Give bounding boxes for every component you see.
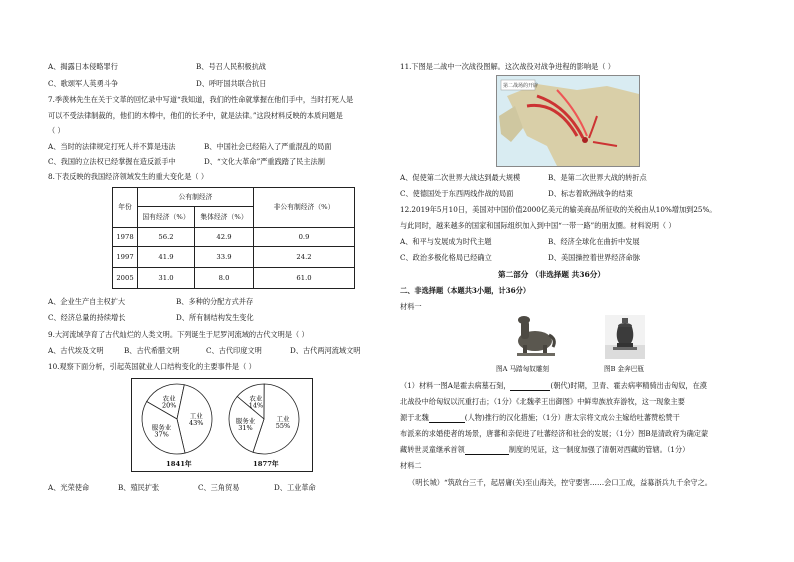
table-header-year: 年份 (113, 188, 138, 228)
table-header-state: 国有经济（%） (138, 207, 195, 228)
q-body-line2: 北战役中给匈奴以沉重打击；（1分）《北魏孝王出御图》中鲜卑族放弃游牧，这一现象主要 (400, 397, 685, 406)
table-row (113, 228, 355, 247)
answer-blank-system[interactable] (465, 448, 509, 455)
golden-urn-image (605, 315, 645, 359)
material2-text: （明长城）“筑敌台三千，起居庸(关)至山海关，控守要害……会口工成，益募浙兵九千余守之。 (408, 478, 712, 487)
q11-option-d: D、标志着欧洲战争的结束 (548, 189, 633, 198)
pie-slice-value: 31% (238, 424, 253, 433)
pie-slice-label: 农业 (249, 394, 263, 403)
q8-option-d: D、所有制结构发生变化 (176, 313, 254, 322)
table-cell-state: 41.9 (138, 247, 195, 268)
pie-slice-value: 37% (154, 430, 169, 439)
pie-slice-label: 服务业 (235, 417, 256, 426)
q-body-line3-part1: 源于北魏 (400, 413, 429, 422)
q7-option-d: D、“文化大革命”严重践踏了民主法制 (204, 157, 325, 166)
q11-option-a: A、促使第二次世界大战达到最大规模 (400, 173, 521, 182)
table-cell-state: 56.2 (138, 228, 195, 247)
q12-option-c: C、政治多极化格局已经确立 (400, 253, 492, 262)
q11-stem: 11.下图是二战中一次战役图解。这次战役对战争进程的影响是（ ） (400, 62, 615, 71)
q10-option-d: D、工业革命 (274, 483, 316, 492)
q9-option-a: A、古代埃及文明 (48, 346, 104, 355)
table-header-public: 公有制经济 (138, 188, 254, 207)
table-header-nonpublic: 非公有制经济（%） (254, 188, 355, 228)
table-header-collective: 集体经济（%） (195, 207, 254, 228)
q8-option-c: C、经济总量的持续增长 (48, 313, 126, 322)
section-title: 二、非选择题（本题共3小题，计36分） (400, 286, 531, 295)
q7-stem-line1: 7.季羡林先生在关于文革的回忆录中写道“我知道，我们的性命就掌握在他们手中，当时打死人是 (48, 95, 354, 104)
q10-option-b: B、殖民扩张 (118, 483, 160, 492)
q9-option-c: C、古代印度文明 (206, 346, 262, 355)
pie1-year-label: 1841年 (166, 460, 192, 468)
pie-slice-label: 工业 (276, 415, 290, 424)
pie-1841 (142, 384, 212, 454)
pie-slice-label: 服务业 (151, 423, 172, 432)
q9-stem: 9.大河流域孕育了古代灿烂的人类文明。下列诞生于尼罗河流域的古代文明是（ ） (48, 330, 309, 339)
material2-label: 材料二 (400, 461, 422, 470)
q-body-line1-part1: （1）材料一图A是霍去病墓石刻， (400, 381, 511, 390)
q9-option-b: B、古代希腊文明 (124, 346, 180, 355)
q12-option-b: B、经济全球化在曲折中发展 (548, 237, 640, 246)
table-cell-year: 1978 (113, 228, 138, 247)
material1-label: 材料一 (400, 302, 422, 311)
battle-map-svg (497, 76, 639, 166)
pie-charts-svg (132, 379, 312, 471)
pie2-year-label: 1877年 (253, 460, 279, 468)
table-cell-collective: 42.9 (195, 228, 254, 247)
battle-map (496, 75, 640, 167)
q12-stem-line1: 12.2019年5月10日，美国对中国价值2000亿美元的输美商品所征收的关税由从10%增加到25%。 (400, 205, 717, 214)
table-row (113, 268, 355, 289)
horse-sculpture-svg (513, 313, 559, 357)
image-a-caption: 图A 马踏匈奴雕刻 (496, 365, 550, 373)
q6-option-b: B、号召人民积极抗战 (196, 62, 266, 71)
table-cell-collective: 8.0 (195, 268, 254, 289)
table-cell-nonpublic: 24.2 (254, 247, 355, 268)
pie-slice-value: 14% (248, 401, 264, 410)
q12-option-a: A、和平与发展成为时代主题 (400, 237, 492, 246)
q-body-line5-part1: 藏转世灵童继承首领 (400, 445, 465, 454)
q6-option-a: A、揭露日本侵略罪行 (48, 62, 118, 71)
q6-option-d: D、呼吁国共联合抗日 (196, 79, 267, 88)
q7-stem-line3: （ ） (48, 126, 65, 135)
table-cell-year: 1997 (113, 247, 138, 268)
answer-blank-person[interactable] (429, 416, 465, 423)
q10-option-c: C、三角贸易 (198, 483, 240, 492)
map-title: 第二战场的开辟 (503, 83, 539, 89)
q-body-line1-part2: (朝代)时期，卫青、霍去病率精骑出击匈奴，在漠 (550, 381, 707, 390)
q8-option-a: A、企业生产自主权扩大 (48, 297, 126, 306)
q7-option-c: C、我国的立法权已经掌握在造反派手中 (48, 157, 176, 166)
economy-table (112, 187, 355, 289)
q-body-line4: 布派来的求婚使者的场景，唐蕃和亲促进了吐蕃经济和社会的发展；（1分）图B是清政府为确定蒙 (400, 429, 709, 438)
part2-title: 第二部分 （非选择题 共36分） (498, 270, 605, 279)
golden-urn-svg (605, 315, 645, 359)
horse-sculpture-image (513, 313, 559, 357)
pie-charts-figure (131, 378, 313, 472)
table-cell-nonpublic: 61.0 (254, 268, 355, 289)
image-b-caption: 图B 金奔巴瓶 (604, 365, 644, 373)
q-body-line5 (400, 446, 689, 455)
pie-slice-value: 43% (189, 418, 204, 427)
q9-option-d: D、古代两河流域文明 (290, 346, 361, 355)
q-body-line1 (400, 382, 707, 391)
q11-option-c: C、使德国处于东西两线作战的局面 (400, 189, 514, 198)
q12-stem-line2: 与此同时，越来越多的国家和国际组织加入到中国“一带一路”的朋友圈。材料说明（ ） (400, 221, 676, 230)
q7-option-b: B、中国社会已经陷入了严重混乱的局面 (204, 142, 332, 151)
table-cell-nonpublic: 0.9 (254, 228, 355, 247)
q7-stem-line2: 可以不受法律制裁的，他们的木棒中，他们的长矛中，就是法律。”这段材料反映的本质问题是 (48, 111, 343, 120)
q10-option-a: A、光荣使命 (48, 483, 90, 492)
pie-1877 (229, 384, 299, 454)
q-body-line5-part2: 制度的见证，这一制度加强了清朝对西藏的管辖。（1分） (508, 445, 690, 454)
q11-option-b: B、是第二次世界大战的转折点 (548, 173, 647, 182)
pie-slice-value: 20% (161, 401, 177, 410)
table-row (113, 247, 355, 268)
table-cell-collective: 33.9 (195, 247, 254, 268)
table-cell-year: 2005 (113, 268, 138, 289)
q8-option-b: B、多种的分配方式并存 (176, 297, 254, 306)
pie-slice-value: 55% (275, 422, 291, 431)
q10-stem: 10.观察下面分析，引起英国就业人口结构变化的主要事件是（ ） (48, 362, 256, 371)
pie-slice-label: 农业 (162, 394, 176, 403)
q7-option-a: A、当时的法律规定打死人并不算是违法 (48, 142, 176, 151)
table-cell-state: 31.0 (138, 268, 195, 289)
answer-blank-dynasty[interactable] (510, 384, 550, 391)
q-body-line3 (400, 414, 680, 423)
pie-slice-label: 工业 (189, 411, 203, 420)
q12-option-d: D、美国操控着世界经济命脉 (548, 253, 641, 262)
q-body-line3-part2: (人物)推行的汉化措施；（1分）唐太宗将文成公主嫁给吐蕃赞松赞干 (464, 413, 680, 422)
q6-option-c: C、歌颂军人英勇斗争 (48, 79, 119, 88)
q8-stem: 8.下表反映的我国经济领域发生的重大变化是（ ） (48, 172, 209, 181)
